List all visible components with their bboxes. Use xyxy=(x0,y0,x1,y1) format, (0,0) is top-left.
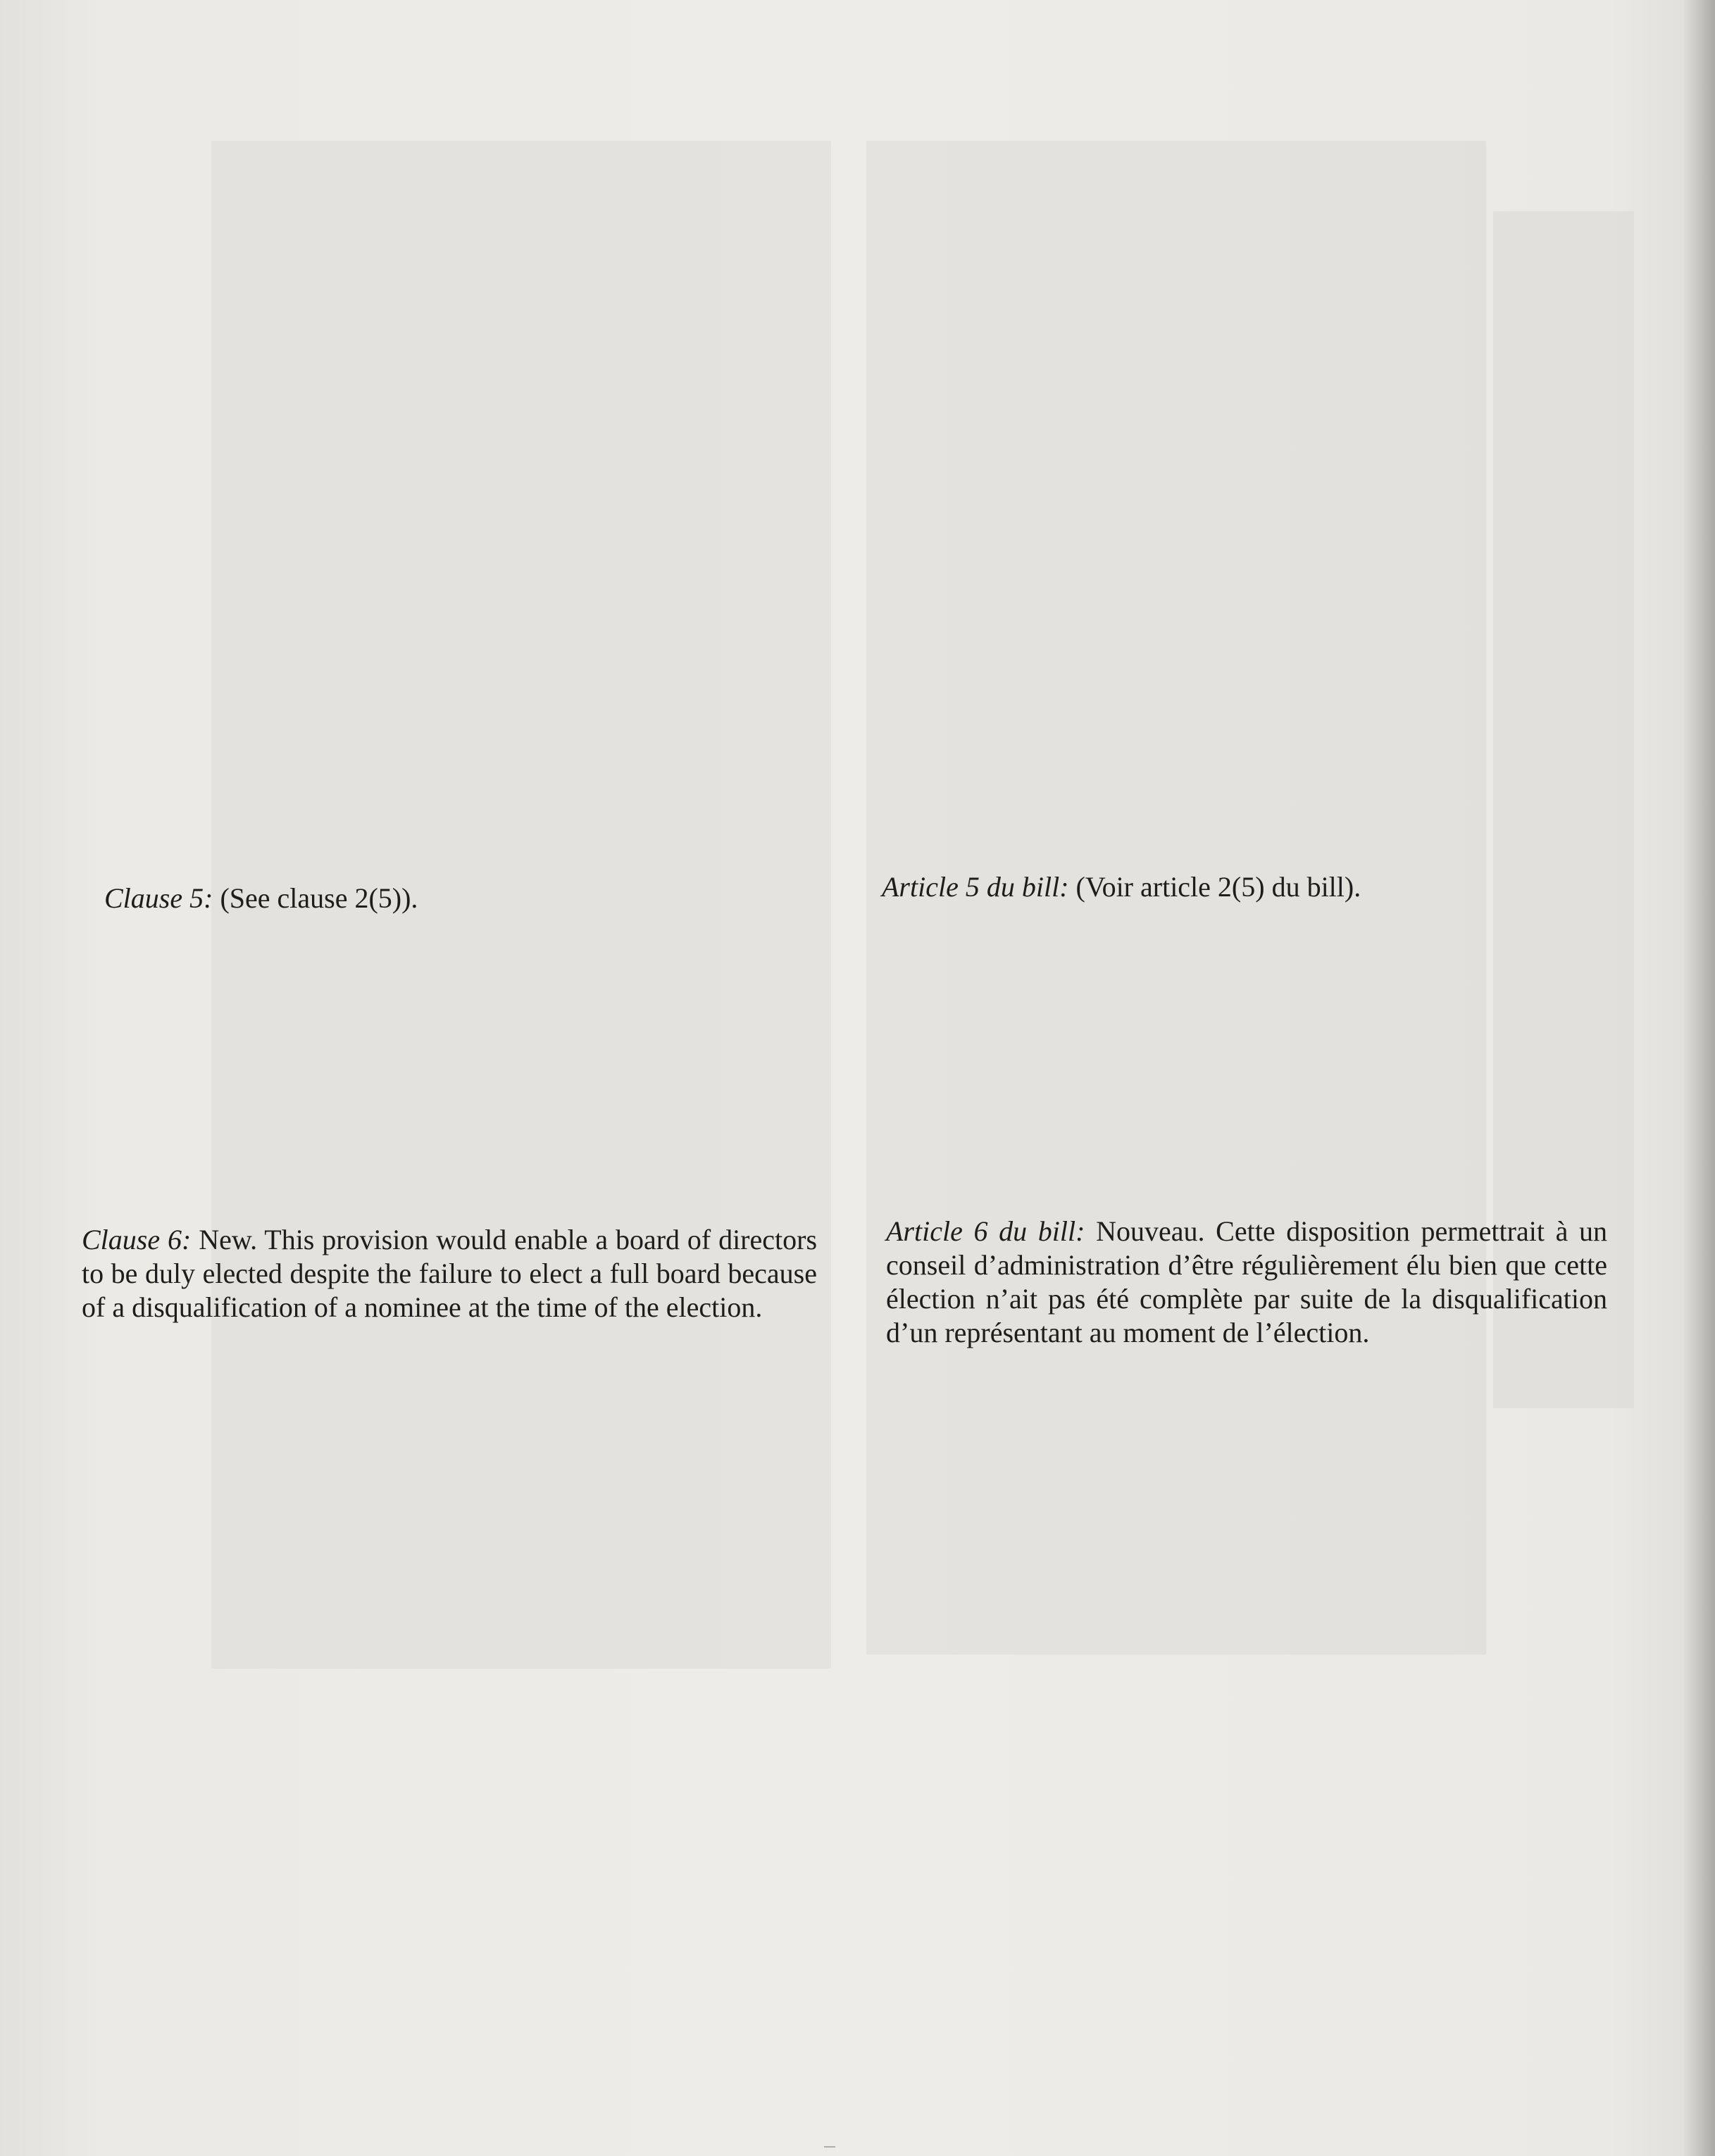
clause-5-label-english: Clause 5: xyxy=(104,882,213,914)
page-edge-shadow xyxy=(1683,0,1715,2156)
clause-6-label-french: Article 6 du bill: xyxy=(886,1215,1085,1247)
clause-5-note-french xyxy=(882,870,1607,904)
clause-6-note-english xyxy=(82,1223,817,1324)
clause-6-text-french: Nouveau. Cette disposition permettrait à un conseil d’administration d’être régulièrement élu bien que cette élection n’ait pas été complète par suite de la disqualification d’un représentant au moment de l’élection. xyxy=(886,1215,1607,1348)
clause-6-text-english: New. This provision would enable a board of directors to be duly elected despite the failure to elect a full board because of a disqualification of a nominee at the time of the election. xyxy=(82,1224,818,1323)
clause-5-text-french: (Voir article 2(5) du bill). xyxy=(1075,871,1361,903)
clause-6-label-english: Clause 6: xyxy=(82,1224,192,1255)
page-fold-mark xyxy=(824,2141,835,2148)
clause-6-note-french xyxy=(886,1215,1607,1350)
clause-5-text-english: (See clause 2(5)). xyxy=(220,882,418,914)
clause-5-label-french: Article 5 du bill: xyxy=(882,871,1069,903)
clause-5-note-english xyxy=(104,882,823,915)
